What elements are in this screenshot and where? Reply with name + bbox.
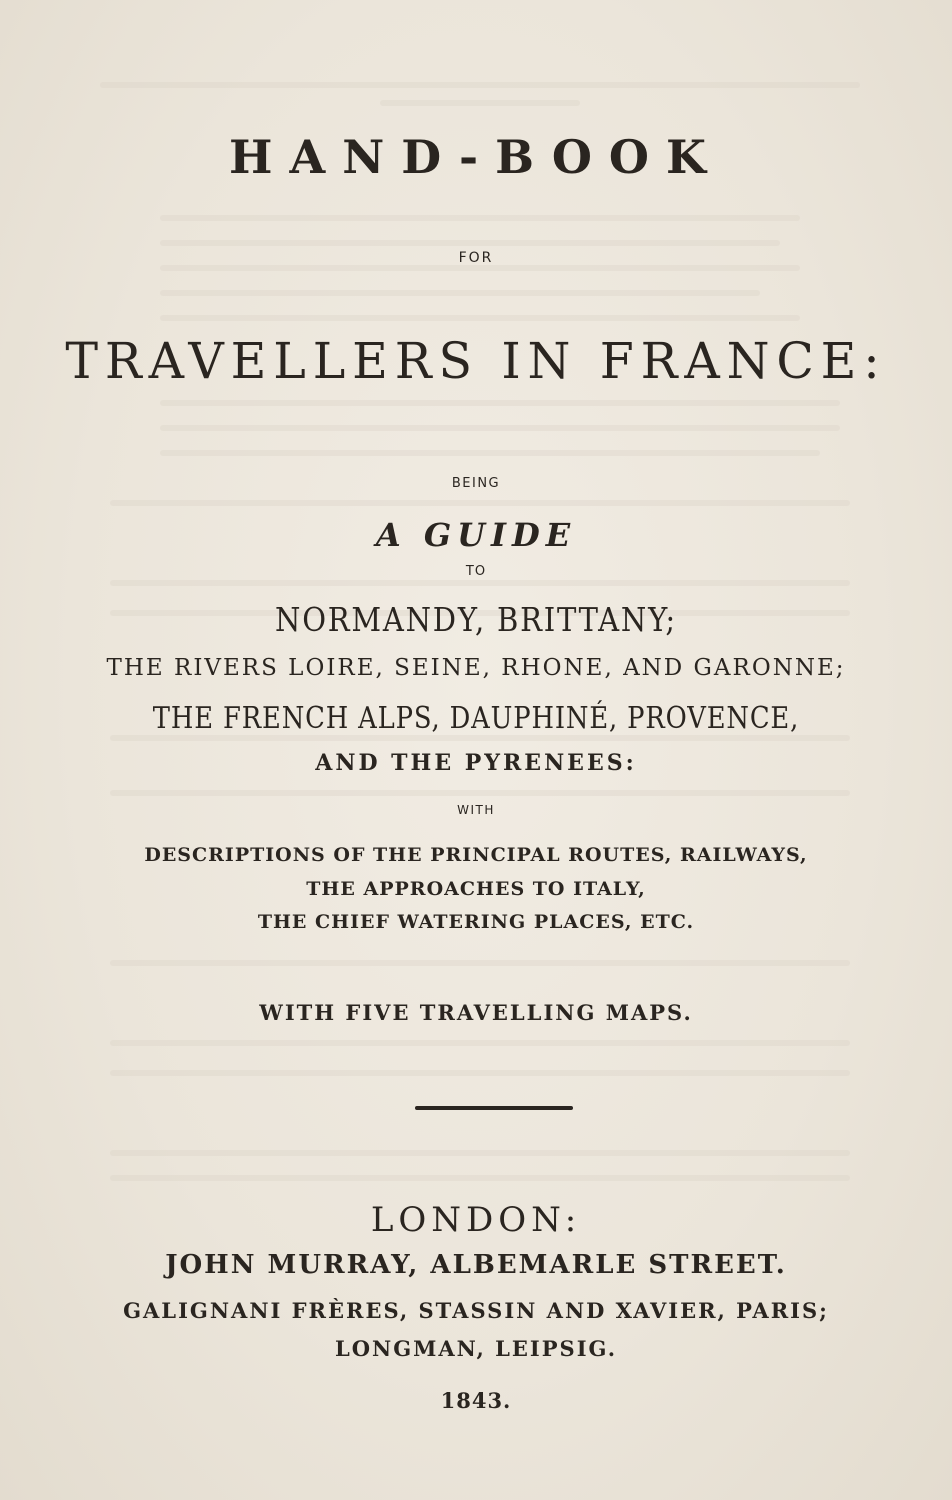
imprint-city: LONDON:: [370, 1200, 582, 1240]
regions-line-1: NORMANDY, BRITTANY;: [275, 600, 677, 639]
book-title: HAND-BOOK: [229, 130, 723, 184]
with-line: WITH: [457, 803, 495, 817]
regions-line-3: THE FRENCH ALPS, DAUPHINÉ, PROVENCE,: [152, 701, 800, 736]
horizontal-rule: [415, 1106, 573, 1110]
publisher-line-2: GALIGNANI FRÈRES, STASSIN AND XAVIER, PARIS;: [123, 1298, 829, 1323]
regions-line-4: AND THE PYRENEES:: [315, 750, 637, 776]
publisher-line-3: LONGMAN, LEIPSIG.: [334, 1336, 618, 1361]
to-line: TO: [465, 564, 487, 579]
publication-year: 1843.: [440, 1388, 512, 1413]
regions-line-2: THE RIVERS LOIRE, SEINE, RHONE, AND GARONNE;: [106, 655, 846, 681]
for-line: FOR: [458, 250, 494, 266]
publisher-line-1: JOHN MURRAY, ALBEMARLE STREET.: [165, 1250, 787, 1280]
guide-line: A GUIDE: [375, 516, 577, 554]
subject-title: TRAVELLERS IN FRANCE:: [65, 332, 887, 390]
description-line-1: DESCRIPTIONS OF THE PRINCIPAL ROUTES, RAILWAYS,: [144, 844, 808, 866]
description-line-3: THE CHIEF WATERING PLACES, ETC.: [257, 911, 695, 933]
maps-line: WITH FIVE TRAVELLING MAPS.: [259, 1000, 693, 1025]
being-line: BEING: [451, 476, 501, 491]
description-line-2: THE APPROACHES TO ITALY,: [306, 878, 646, 900]
